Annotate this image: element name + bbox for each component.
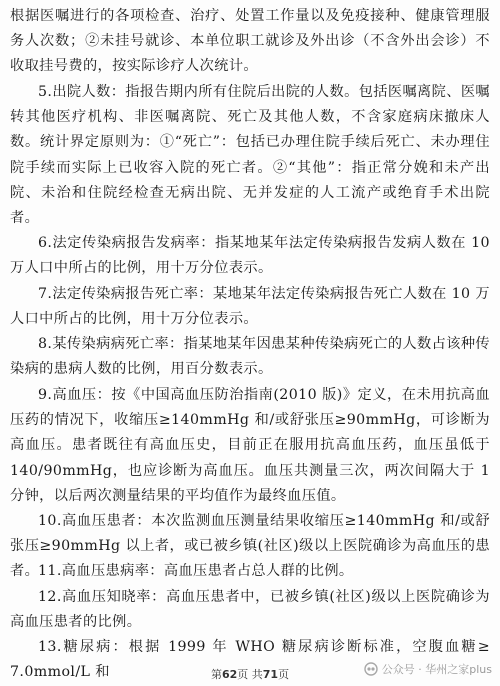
paragraph-hypertension: 9.高血压：按《中国高血压防治指南(2010 版)》定义，在未用抗高血压药的情况下，收缩压≥140mmHg 和/或舒张压≥90mmHg，可诊断为高血压。患者既往有高血压史，目前正在服用抗高血压药，血压虽低于 140/90mmHg，也应诊断为高血压。血压共测量三次，两次间隔大于 1 分钟，以后两次测量结果的平均值作为最终血压值。 (10, 387, 490, 504)
paragraph-diabetes: 13.糖尿病：根据 1999 年 WHO 糖尿病诊断标准，空腹血糖≥ 7.0mmol/L 和 (10, 639, 490, 681)
paragraph-discharges: 5.出院人数：指报告期内所有住院后出院的人数。包括医嘱离院、医嘱转其他医疗机构、非医嘱离院、死亡及其他人数，不含家庭病床撤床人数。统计界定原则为：①“死亡”：包括已办理住院手续后死亡、未办理住院手续而实际上已收容入院的死亡者。②“其他”：指正常分娩和未产出院、未治和住院经检查无病出院、无并发症的人工流产或绝育手术出院者。 (10, 84, 490, 227)
paragraph-hypertension-patient: 10.高血压患者：本次监测血压测量结果收缩压≥140mmHg 和/或舒张压≥90mmHg 以上者，或已被乡镇(社区)级以上医院确诊为高血压的患者。 (10, 513, 490, 580)
footer-middle: 页 共 (237, 668, 263, 681)
footer-prefix: 第 (210, 668, 222, 681)
total-page-number: 71 (262, 668, 279, 681)
footer-suffix: 页 (278, 668, 290, 681)
paragraph-notifiable-mortality: 7.法定传染病报告死亡率：某地某年法定传染病报告死亡人数在 10 万人口中所占的比例，用十万分位表示。 (10, 286, 490, 328)
paragraph-case-fatality: 8.某传染病病死亡率：指某地某年因患某种传染病死亡的人数占该种传染病的患病人数的比例，用百分数表示。 (10, 336, 490, 378)
paragraph-hypertension-awareness: 12.高血压知晓率：高血压患者中，已被乡镇(社区)级以上医院确诊为高血压患者的比例。 (10, 589, 490, 631)
wechat-search-icon (364, 662, 378, 676)
paragraph-continuation: 根据医嘱进行的各项检查、治疗、处置工作量以及免疫接种、健康管理服务人次数；②未挂号就诊、本单位职工就诊及外出诊（不含外出会诊）不收取挂号费的，按实际诊疗人次统计。 (10, 8, 490, 75)
paragraph-notifiable-incidence: 6.法定传染病报告发病率：指某地某年法定传染病报告发病人数在 10 万人口中所占的比例，用十万分位表示。 (10, 235, 490, 277)
current-page-number: 62 (221, 668, 238, 681)
watermark-text: 公众号 · 华州之家plus (381, 663, 492, 676)
watermark (364, 661, 492, 677)
paragraph-hypertension-prevalence: 11.高血压患病率：高血压患者占总人群的比例。 (38, 563, 354, 579)
